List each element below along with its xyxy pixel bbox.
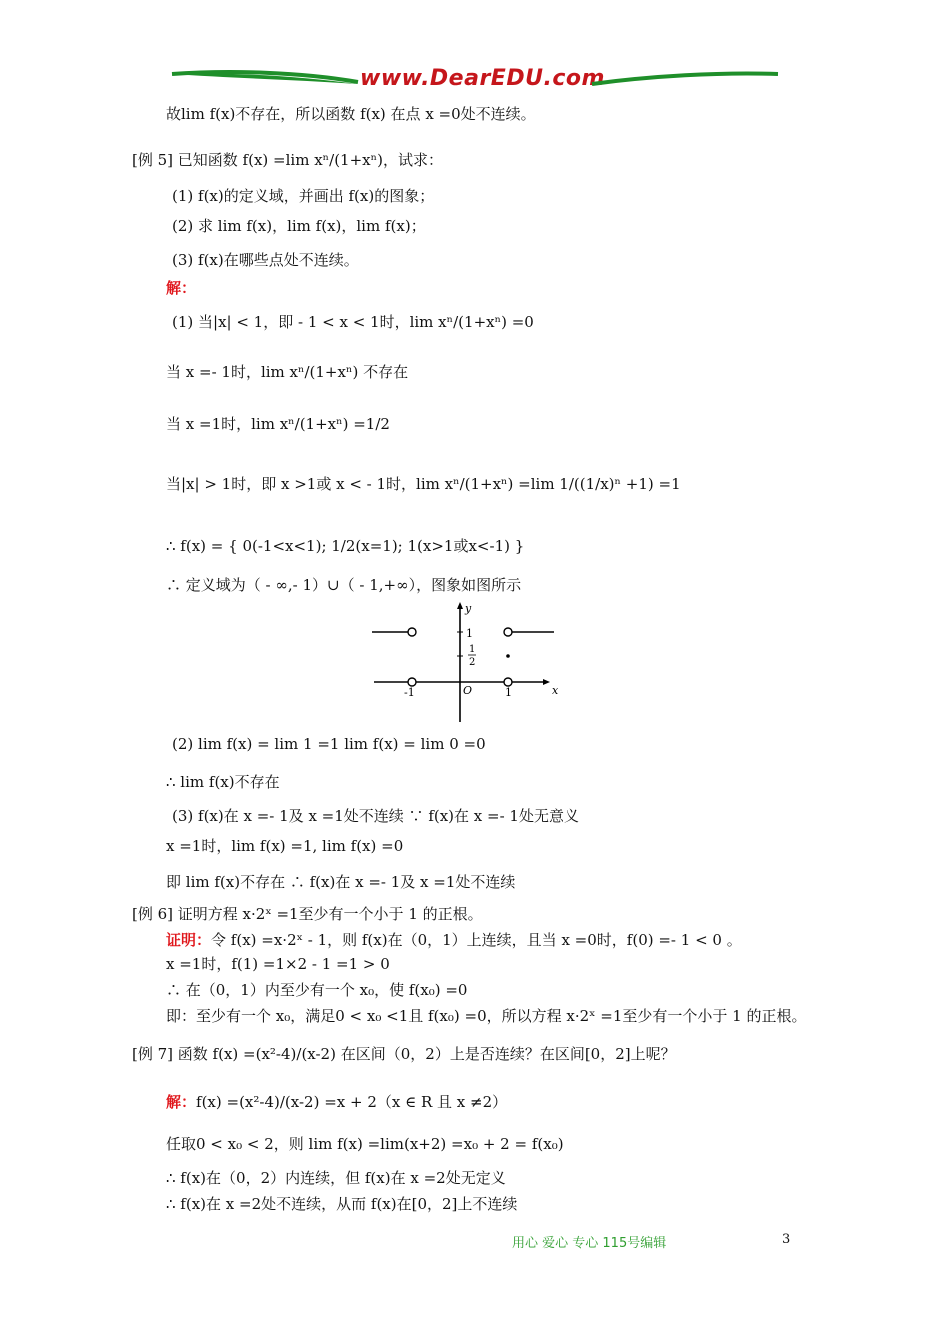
text-line: (3) f(x)在哪些点处不连续。 xyxy=(172,251,359,269)
graph-y-tick-half-num: 1 xyxy=(469,644,476,655)
text-line: 当 x =1时，lim xⁿ/(1+xⁿ) =1/2 xyxy=(166,415,390,433)
text-line: ∴ 定义域为（ - ∞,- 1）∪（ - 1,+∞），图象如图所示 xyxy=(166,576,522,594)
text-line: (1) 当|x| < 1，即 - 1 < x < 1时，lim xⁿ/(1+xⁿ) =0 xyxy=(172,313,534,331)
text-line: 当|x| > 1时，即 x >1或 x < - 1时，lim xⁿ/(1+xⁿ) =lim 1/((1/x)ⁿ +1) =1 xyxy=(166,475,681,493)
proof-label: 证明： xyxy=(166,931,212,949)
text-line: ∴ lim f(x)不存在 xyxy=(166,773,280,791)
footer-text: 用心 爱心 专心 115号编辑 xyxy=(512,1236,667,1251)
page-number: 3 xyxy=(782,1232,791,1247)
solution-line: 解：f(x) =(x²-4)/(x-2) =x + 2（x ∈ R 且 x ≠2） xyxy=(166,1093,508,1111)
piecewise-definition: ∴ f(x) = { 0(-1<x<1); 1/2(x=1); 1(x>1或x<-1) } xyxy=(166,537,525,555)
example-5-heading: [例 5] 已知函数 f(x) =lim xⁿ/(1+xⁿ)，试求： xyxy=(132,151,443,169)
graph-x-tick-neg-one: -1 xyxy=(404,686,415,699)
site-logo: www.DearEDU.com xyxy=(360,66,605,91)
proof-line: 证明：令 f(x) =x·2ˣ - 1，则 f(x)在（0，1）上连续，且当 x =0时，f(0) =- 1 < 0 。 xyxy=(166,931,742,949)
text-line: (2) lim f(x) = lim 1 =1 lim f(x) = lim 0 =0 xyxy=(172,735,486,753)
text-line: 即 lim f(x)不存在 ∴ f(x)在 x =- 1及 x =1处不连续 xyxy=(166,873,516,891)
solution-label: 解： xyxy=(166,1093,197,1111)
text-line: 故lim f(x)不存在，所以函数 f(x) 在点 x =0处不连续。 xyxy=(166,105,536,123)
text-line: 当 x =- 1时，lim xⁿ/(1+xⁿ) 不存在 xyxy=(166,363,409,381)
graph-y-label: y xyxy=(465,602,472,615)
text-line: 即：至少有一个 x₀，满足0 < x₀ <1且 f(x₀) =0，所以方程 x·2ˣ =1至少有一个小于 1 的正根。 xyxy=(166,1007,807,1025)
text-line: (2) 求 lim f(x)，lim f(x)，lim f(x)； xyxy=(172,217,426,235)
text-line: ∴ f(x)在（0，2）内连续，但 f(x)在 x =2处无定义 xyxy=(166,1169,506,1187)
example-7-heading: [例 7] 函数 f(x) =(x²-4)/(x-2) 在区间（0，2）上是否连续？在区间[0，2]上呢？ xyxy=(132,1045,676,1063)
graph-x-tick-one: 1 xyxy=(505,686,512,699)
text-line: (3) f(x)在 x =- 1及 x =1处不连续 ∵ f(x)在 x =- 1处无意义 xyxy=(172,807,579,825)
function-graph xyxy=(368,600,568,726)
header-swoosh-left xyxy=(170,66,360,88)
text-line: (1) f(x)的定义域，并画出 f(x)的图象； xyxy=(172,187,435,205)
example-6-heading: [例 6] 证明方程 x·2ˣ =1至少有一个小于 1 的正根。 xyxy=(132,905,483,923)
text-line: x =1时，f(1) =1×2 - 1 =1 > 0 xyxy=(166,955,390,973)
graph-y-tick-one: 1 xyxy=(466,627,473,640)
graph-x-label: x xyxy=(552,684,559,697)
header-swoosh-right xyxy=(590,66,780,88)
graph-origin-label: O xyxy=(463,684,473,697)
text-line: 任取0 < x₀ < 2，则 lim f(x) =lim(x+2) =x₀ + 2 = f(x₀) xyxy=(166,1135,564,1153)
graph-y-tick-half-den: 2 xyxy=(469,657,476,668)
text-line: x =1时，lim f(x) =1, lim f(x) =0 xyxy=(166,837,404,855)
solution-label: 解： xyxy=(166,279,197,297)
text-line: ∴ f(x)在 x =2处不连续，从而 f(x)在[0，2]上不连续 xyxy=(166,1195,518,1213)
text-line: ∴ 在（0，1）内至少有一个 x₀，使 f(x₀) =0 xyxy=(166,981,468,999)
